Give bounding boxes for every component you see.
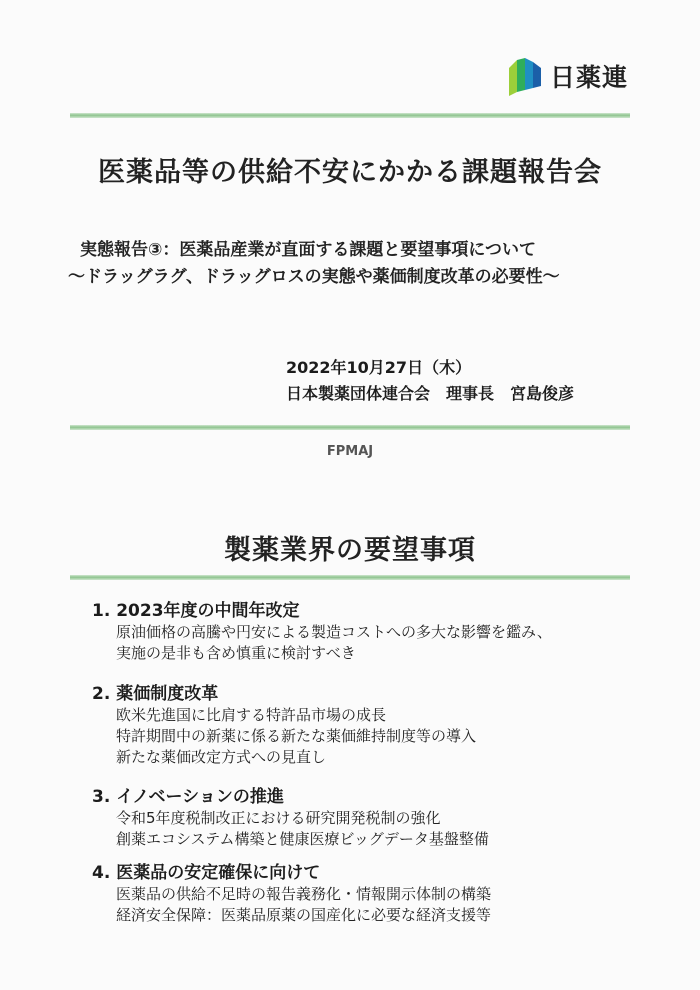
request-line: 実施の是非も含め慎重に検討すべき <box>116 644 356 662</box>
org-abbreviation: FPMAJ <box>326 444 374 459</box>
request-line: 欧米先進国に比肩する特許品市場の成長 <box>116 706 387 724</box>
page-title: 医薬品等の供給不安にかかる課題報告会 <box>98 157 602 188</box>
subtitle-line-2: ～ドラッグラグ、ドラッグロスの実態や薬価制度改革の必要性～ <box>68 267 560 287</box>
request-heading: 4. 医薬品の安定確保に向けて <box>92 863 321 883</box>
presenter: 日本製薬団体連合会 理事長 宮島俊彦 <box>286 384 575 403</box>
request-line: 新たな薬価改定方式への見直し <box>116 748 327 766</box>
request-heading: 2. 薬価制度改革 <box>92 684 219 704</box>
request-heading: 3. イノベーションの推進 <box>92 787 284 807</box>
request-item <box>92 862 652 926</box>
divider-middle <box>70 425 630 430</box>
request-item <box>92 683 652 768</box>
divider-top <box>70 113 630 118</box>
divider-section <box>70 575 630 580</box>
request-line: 原油価格の高騰や円安による製造コストへの多大な影響を鑑み、 <box>116 623 552 641</box>
request-item <box>92 786 652 850</box>
logo-text: 日薬連 <box>550 63 629 92</box>
request-line: 経済安全保障：医薬品原薬の国産化に必要な経済支援等 <box>116 906 492 924</box>
request-line: 医薬品の供給不足時の報告義務化・情報開示体制の構築 <box>116 885 492 903</box>
request-line: 令和5年度税制改正における研究開発税制の強化 <box>116 809 441 827</box>
presentation-date: 2022年10月27日（木） <box>286 358 472 377</box>
request-item <box>92 600 652 664</box>
request-heading: 1. 2023年度の中間年改定 <box>92 601 300 621</box>
fpmaj-logo-icon <box>509 58 541 96</box>
request-line: 特許期間中の新薬に係る新たな薬価維持制度等の導入 <box>116 727 477 745</box>
section-title: 製薬業界の要望事項 <box>224 535 476 566</box>
subtitle-line-1: 実態報告③：医薬品産業が直面する課題と要望事項について <box>80 240 537 260</box>
request-line: 創薬エコシステム構築と健康医療ビッグデータ基盤整備 <box>116 830 489 848</box>
